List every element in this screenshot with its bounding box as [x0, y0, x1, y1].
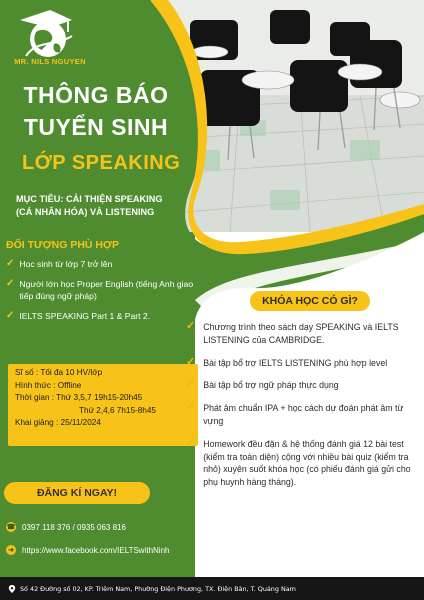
check-icon: ✓	[186, 378, 196, 391]
audience-item-text: Người lớn học Proper English (tiếng Anh giao tiếp đúng ngữ pháp)	[19, 279, 194, 301]
course-title: KHÓA HỌC CÓ GÌ?	[250, 291, 370, 311]
brand-name: MR. NILS NGUYEN	[14, 57, 86, 66]
audience-item-text: Học sinh từ lớp 7 trở lên	[19, 259, 113, 269]
course-item-text: Phát âm chuẩn IPA + học cách dự đoán phát âm từ vựng	[203, 403, 404, 426]
goal-line-2: (CÁ NHÂN HÓA) VÀ LISTENING	[16, 207, 155, 217]
class-format: Hình thức : Offline	[15, 380, 82, 390]
goal-text	[16, 193, 216, 219]
class-schedule-2: Thứ 2,4,6 7h15-8h45	[79, 405, 156, 415]
goal-line-1: MỤC TIÊU: CẢI THIỆN SPEAKING	[16, 194, 163, 204]
check-icon: ✓	[186, 436, 196, 449]
class-schedule-1: Thời gian : Thứ 3,5,7 19h15-20h45	[15, 393, 143, 402]
check-icon: ✓	[186, 355, 196, 368]
course-item-text: Homework đều đặn & hệ thống đánh giá 12 bài test (kiểm tra toàn diện) cộng với nhiều bài quiz (kiểm tra nhỏ) xuyên suốt khóa học (có phiếu đánh giá gửi cho phụ huynh hàng tháng).	[203, 438, 411, 488]
course-item-text: Chương trình theo sách dạy SPEAKING và IELTS LISTENING của CAMBRIDGE.	[203, 322, 399, 345]
audience-list	[6, 258, 206, 330]
list-item	[186, 438, 418, 489]
check-icon: ✓	[186, 401, 196, 414]
phone-icon: ☎	[6, 524, 16, 531]
facebook-contact[interactable]	[6, 545, 169, 555]
list-item	[186, 321, 418, 347]
headline-line-3: LỚP SPEAKING	[22, 152, 181, 174]
audience-item-text: IELTS SPEAKING Part 1 & Part 2.	[19, 311, 151, 321]
location-pin-icon	[8, 585, 16, 593]
class-start-date: Khai giảng : 25/11/2024	[15, 418, 101, 427]
headline-line-1: THÔNG BÁO	[23, 82, 169, 108]
audience-title: ĐỐI TƯỢNG PHÙ HỢP	[6, 239, 119, 251]
link-icon: ➜	[6, 545, 16, 555]
footer-bar	[0, 577, 424, 600]
class-size: Sĩ số : Tối đa 10 HV/lớp	[15, 368, 103, 377]
check-icon: ✓	[186, 320, 196, 332]
check-icon: ✓	[6, 278, 15, 289]
phone-contact[interactable]	[6, 522, 126, 532]
list-item	[6, 310, 206, 322]
course-item-text: Bài tập bổ trợ ngữ pháp thực dụng	[203, 380, 339, 391]
list-item	[186, 402, 418, 428]
course-item-text: Bài tập bổ trợ IELTS LISTENING phù hợp level	[203, 357, 388, 368]
facebook-url: https://www.facebook.com/IELTSwithNinh	[22, 545, 170, 555]
register-button[interactable]: ĐĂNG KÍ NGAY!	[4, 482, 150, 504]
footer-address: Số 42 Đường số 02, KP. Triêm Nam, Phường Điện Phương, TX. Điện Bàn, T. Quảng Nam	[20, 584, 296, 593]
list-item	[186, 357, 418, 370]
list-item	[186, 379, 418, 392]
check-icon: ✓	[6, 310, 15, 321]
list-item	[6, 278, 206, 302]
globe-logo-icon	[6, 6, 76, 62]
course-feature-list	[186, 321, 418, 499]
list-item	[6, 258, 206, 270]
headline-line-2: TUYỂN SINH	[23, 114, 169, 140]
class-info-box	[8, 364, 198, 446]
phone-number: 0397 118 376 / 0935 063 816	[22, 522, 126, 532]
check-icon: ✓	[6, 258, 15, 269]
